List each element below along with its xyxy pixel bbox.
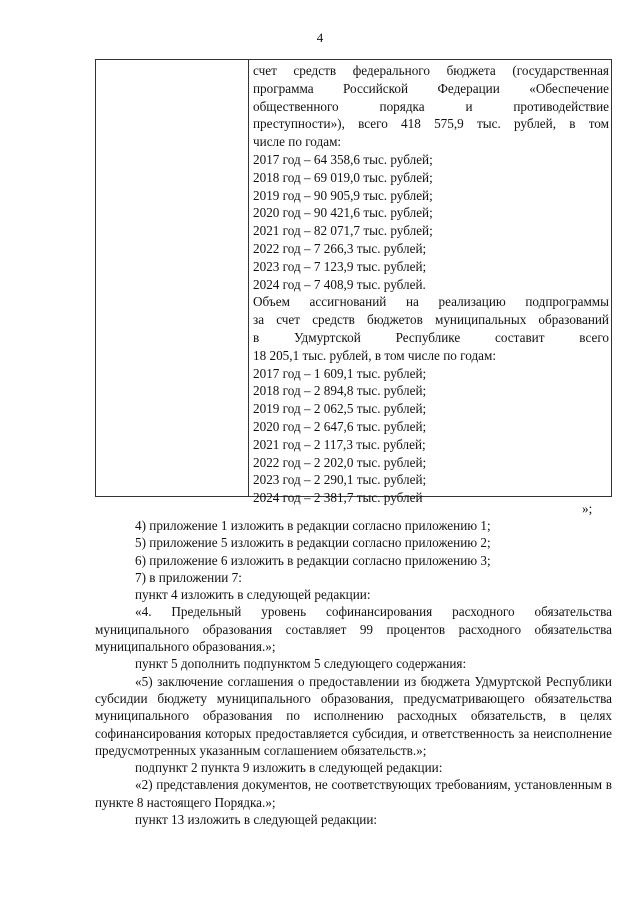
table-line: 2023 год – 7 123,9 тыс. рублей;: [253, 258, 427, 274]
point-4-intro: пункт 4 изложить в следующей редакции:: [135, 587, 371, 603]
table-line: 2021 год – 82 071,7 тыс. рублей;: [253, 223, 433, 239]
table-line: 2019 год – 2 062,5 тыс. рублей;: [253, 401, 427, 417]
point-5-intro: пункт 5 дополнить подпунктом 5 следующего содержания:: [135, 656, 467, 672]
table-line: 2020 год – 90 421,6 тыс. рублей;: [253, 205, 433, 221]
document-body: [95, 517, 612, 828]
table-line: за счет средств бюджетов муниципальных образований: [253, 312, 609, 328]
point-9-text: «2) представления документов, не соответствующих требованиям, установленным в пункте 8 настоящего Порядка.»;: [95, 777, 612, 810]
item-7: 7) в приложении 7:: [135, 569, 242, 585]
table-line: Объем ассигнований на реализацию подпрограммы: [253, 294, 609, 310]
point-9-intro: подпункт 2 пункта 9 изложить в следующей редакции:: [135, 760, 443, 776]
table-line: 2024 год – 7 408,9 тыс. рублей.: [253, 276, 426, 292]
item-6: 6) приложение 6 изложить в редакции согласно приложению 3;: [135, 552, 491, 568]
subprogram-table: [95, 59, 612, 506]
item-5: 5) приложение 5 изложить в редакции согласно приложению 2;: [135, 535, 491, 551]
table-line: 2017 год – 1 609,1 тыс. рублей;: [253, 365, 427, 381]
table-line: 2019 год – 90 905,9 тыс. рублей;: [253, 187, 433, 203]
table-line: 2022 год – 7 266,3 тыс. рублей;: [253, 240, 427, 256]
table-line: в Удмуртской Республике составит всего: [253, 329, 609, 345]
table-line: программа Российской Федерации «Обеспечение: [253, 80, 609, 96]
table-line: 2023 год – 2 290,1 тыс. рублей;: [253, 472, 427, 488]
closing-quote: »;: [582, 501, 593, 516]
table-line: 2018 год – 69 019,0 тыс. рублей;: [253, 169, 433, 185]
table-line: 2022 год – 2 202,0 тыс. рублей;: [253, 454, 427, 470]
table-line: 18 205,1 тыс. рублей, в том числе по годам:: [253, 347, 497, 363]
point-13-intro: пункт 13 изложить в следующей редакции:: [135, 812, 378, 828]
table-line: 2017 год – 64 358,6 тыс. рублей;: [253, 151, 433, 167]
table-line: общественного порядка и противодействие: [253, 98, 609, 114]
column-divider: [248, 60, 249, 496]
table-line: 2024 год – 2 381,7 тыс. рублей: [253, 490, 423, 506]
table-line: 2018 год – 2 894,8 тыс. рублей;: [253, 383, 427, 399]
table-line: числе по годам:: [253, 134, 342, 150]
table-line: счет средств федерального бюджета (государственная: [253, 63, 609, 78]
table-line: преступности»), всего 418 575,9 тыс. рублей, в том: [253, 116, 609, 132]
table-line: 2021 год – 2 117,3 тыс. рублей;: [253, 436, 426, 452]
point-5-text: «5) заключение соглашения о предоставлении из бюджета Удмуртской Республики субсидии бюджету муниципального образования, предусматривающего обязательства муниципального образования по исполнению расходных обязательств, в целях софинансирования которых предоставляется субсидия, и ответственность за неисполнение предусмотренных указанным соглашением обязательств.»;: [95, 673, 612, 758]
page-number: 4: [316, 30, 324, 45]
table-right-cell: [253, 62, 609, 507]
item-4: 4) приложение 1 изложить в редакции согласно приложению 1;: [135, 518, 491, 533]
point-4-text: «4. Предельный уровень софинансирования расходного обязательства муниципального образования составляет 99 процентов расходного обязательства муниципального образования.»;: [95, 604, 612, 655]
table-line: 2020 год – 2 647,6 тыс. рублей;: [253, 418, 427, 434]
